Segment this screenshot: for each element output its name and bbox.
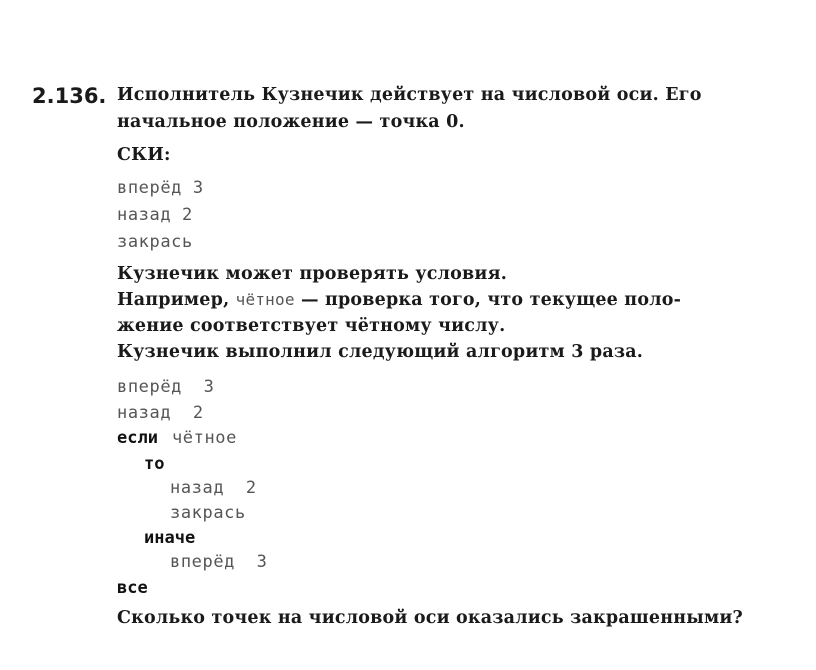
run-line: Кузнечик выполнил следующий алгоритм 3 раза. [117,342,644,362]
end-keyword: все [117,578,148,598]
algo-step-back: назад 2 [117,403,204,423]
if-condition: чётное [171,428,237,448]
example-keyword: чётное [235,290,295,309]
intro-line-1: Исполнитель Кузнечик действует на числовой оси. Его [117,85,702,105]
example-line-2: жение соответствует чётному числу. [117,316,506,336]
then-step-paint: закрась [170,503,246,523]
if-keyword: если [117,428,158,448]
example-prefix: Например, [117,290,230,310]
example-suffix: — проверка того, что текущее поло- [300,290,682,310]
algo-step-forward: вперёд 3 [117,377,215,397]
else-step-forward: вперёд 3 [170,552,268,572]
question-line: Сколько точек на числовой оси оказались закрашенными? [117,608,744,628]
intro-line-2: начальное положение — точка 0. [117,112,465,132]
ski-label: СКИ: [117,145,171,165]
command-back: назад 2 [117,205,193,225]
example-line-1 [117,292,681,310]
algo-if-line [117,430,237,447]
problem-number: 2.136. [32,84,107,108]
else-keyword: иначе [144,528,196,548]
then-step-back: назад 2 [170,478,257,498]
conditions-line: Кузнечик может проверять условия. [117,264,507,284]
command-paint: закрась [117,232,193,252]
then-keyword: то [144,454,165,474]
command-forward: вперёд 3 [117,178,204,198]
